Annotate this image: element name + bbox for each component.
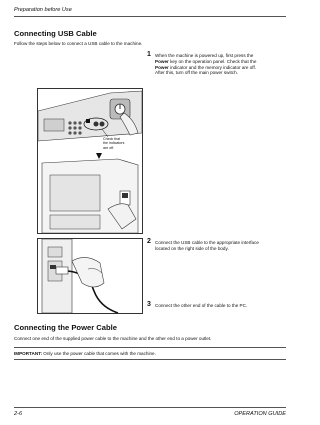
important-rule-bottom — [14, 359, 286, 360]
step-number: 1 — [147, 51, 151, 58]
header-rule — [14, 16, 286, 17]
step-text: When the machine is powered up, first press the Power key on the operation panel. Check that the Power indicator and the memory indicator are off. After this, turn off the main power switch. — [155, 53, 257, 76]
figure-power-panel — [37, 88, 143, 234]
footer-guide-title: OPERATION GUIDE — [234, 411, 286, 417]
footer-rule — [14, 407, 286, 408]
section-intro-usb: Follow the steps below to connect a USB cable to the machine. — [14, 41, 143, 46]
important-label: IMPORTANT: — [14, 351, 42, 356]
usb-connector-illustration — [38, 239, 142, 313]
step-number: 3 — [147, 301, 151, 308]
step-number: 2 — [147, 238, 151, 245]
step-text: Connect the USB cable to the appropriate interface located on the right side of the body. — [155, 240, 259, 251]
important-note — [14, 351, 286, 357]
indicator-callout: Check that the indicators are off. — [103, 137, 125, 150]
machine-illustration — [38, 89, 142, 233]
section-body-power: Connect one end of the supplied power cable to the machine and the other end to a power outlet. — [14, 336, 212, 341]
section-heading-power: Connecting the Power Cable — [14, 323, 117, 332]
important-rule-top — [14, 347, 286, 348]
important-text: Only use the power cable that comes with the machine. — [41, 351, 156, 356]
page-number: 2-6 — [14, 411, 23, 417]
figure-usb-connection — [37, 238, 143, 314]
running-header: Preparation before Use — [14, 7, 72, 13]
step-text: Connect the other end of the cable to the PC. — [155, 303, 248, 308]
section-heading-usb: Connecting USB Cable — [14, 29, 97, 38]
